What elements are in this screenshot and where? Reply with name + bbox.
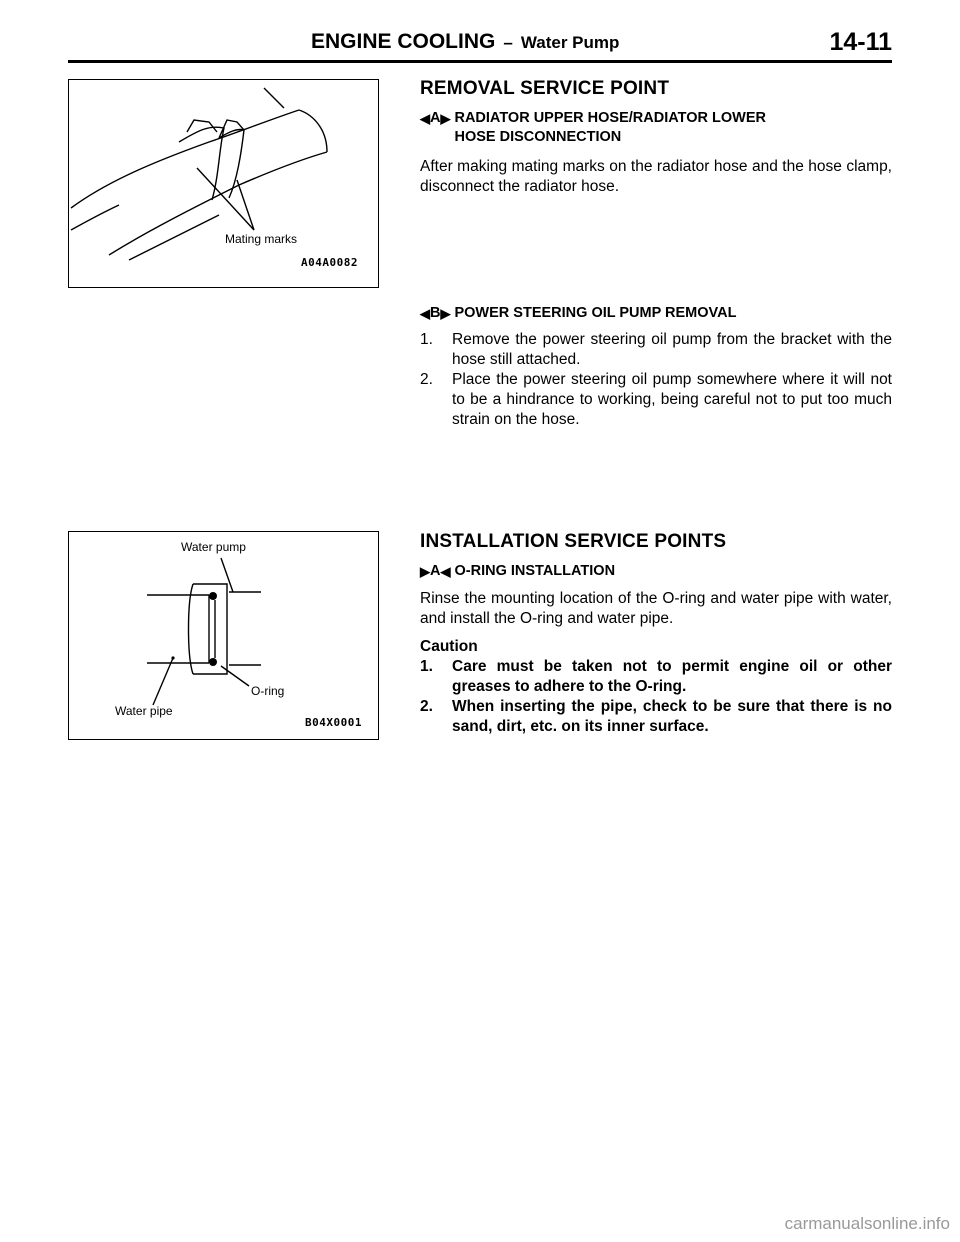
- installation-section: [420, 531, 892, 737]
- triangle-left-icon: ◀: [420, 111, 430, 126]
- hose-clamp-figure: [68, 79, 379, 288]
- installation-text: Rinse the mounting location of the O-ring and water pipe with water, and install the O-ring and water pipe.: [420, 590, 892, 627]
- installation-title: INSTALLATION SERVICE POINTS: [420, 531, 727, 552]
- item-a-heading: [420, 109, 892, 147]
- section-title: ENGINE COOLING: [311, 30, 496, 53]
- water-pump-label: Water pump: [181, 540, 246, 554]
- item-a-text: After making mating marks on the radiator hose and the hose clamp, disconnect the radiator hose.: [420, 158, 892, 195]
- item-a-heading-line1: RADIATOR UPPER HOSE/RADIATOR LOWER: [454, 110, 766, 126]
- installation-heading-text: O-RING INSTALLATION: [454, 563, 616, 579]
- removal-b-section: [420, 304, 892, 430]
- header-title: [311, 30, 619, 54]
- installation-heading: [420, 562, 892, 581]
- list-item: 1. Remove the power steering oil pump from the bracket with the hose still attached.: [420, 331, 892, 368]
- triangle-left-icon: ◀: [420, 306, 430, 321]
- list-item: 1. Care must be taken not to permit engine oil or other greases to adhere to the O-ring.: [420, 658, 892, 695]
- removal-marker-b: ◀ B ▶: [420, 305, 451, 321]
- removal-marker-a: ◀ A ▶: [420, 110, 451, 126]
- page-header: [68, 28, 892, 63]
- o-ring-figure: [68, 531, 379, 740]
- caution-title: Caution: [420, 638, 478, 655]
- list-item: 2. Place the power steering oil pump somewhere where it will not to be a hindrance to working, being careful not to put too much strain on the hose.: [420, 371, 892, 428]
- page-number: 14-11: [829, 28, 892, 56]
- list-item: 2. When inserting the pipe, check to be sure that there is no sand, dirt, etc. on its inner surface.: [420, 698, 892, 735]
- item-b-steps: [420, 330, 892, 430]
- figure-code: B04X0001: [305, 716, 362, 729]
- installation-marker-a: ▶ A ◀: [420, 563, 451, 579]
- removal-title: REMOVAL SERVICE POINT: [420, 78, 670, 99]
- triangle-right-icon: ▶: [440, 306, 451, 321]
- triangle-right-icon: ▶: [440, 111, 451, 126]
- item-b-heading-text: POWER STEERING OIL PUMP REMOVAL: [454, 305, 737, 321]
- watermark: carmanualsonline.info: [784, 1214, 950, 1233]
- caution-list: [420, 657, 892, 737]
- figure-code: A04A0082: [301, 256, 358, 269]
- triangle-left-icon: ◀: [440, 564, 451, 579]
- mating-marks-label: Mating marks: [225, 232, 298, 246]
- subsection-title: Water Pump: [520, 33, 620, 52]
- triangle-right-icon: ▶: [420, 564, 430, 579]
- header-dash: –: [503, 33, 513, 52]
- water-pipe-label: Water pipe: [115, 704, 173, 718]
- o-ring-label: O-ring: [251, 684, 285, 698]
- item-b-heading: [420, 304, 892, 323]
- item-a-heading-line2: HOSE DISCONNECTION: [454, 129, 622, 145]
- removal-section: [420, 78, 892, 197]
